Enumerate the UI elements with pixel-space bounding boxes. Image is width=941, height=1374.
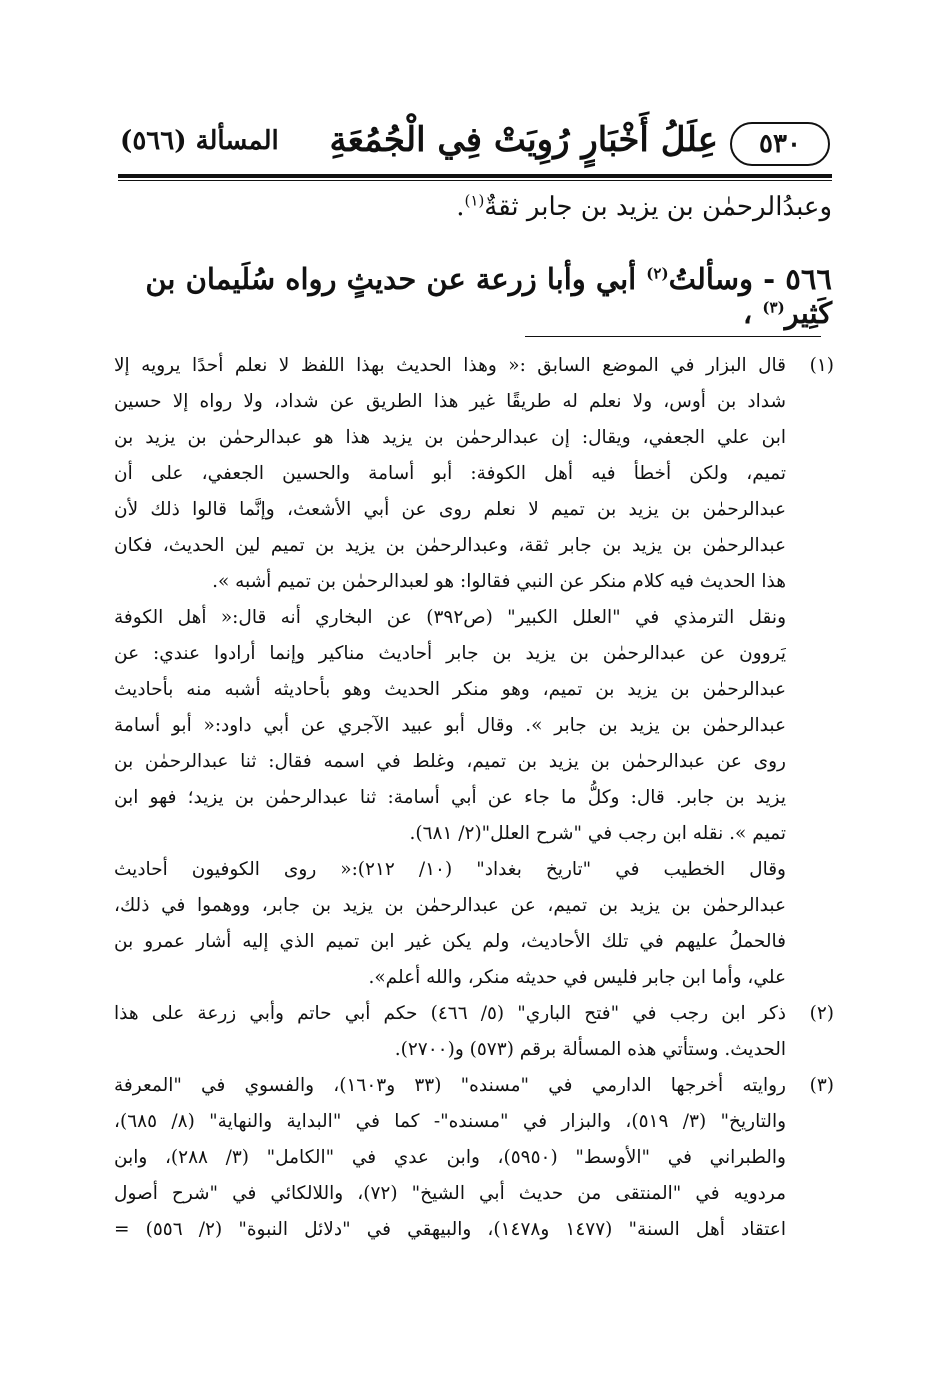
footnote-3	[114, 1068, 834, 1248]
footnote-ref-1: (١)	[464, 191, 485, 210]
footnote-line: الحديث. وستأتي هذه المسألة برقم (٥٧٣) و(٢٧٠٠).	[394, 1039, 786, 1060]
footnote-line: عبدالرحمٰن بن يزيد بن جابر ». وقال أبو عبيد الآجري عن أبي داود:« أبو أسامة	[114, 715, 786, 736]
footnote-line: عبدالرحمٰن بن يزيد بن تميم لا نعلم روى عن أبي الأشعث، وإنَّما قالوا ذلك لأن	[114, 499, 786, 520]
footnote-ref-2: (٢)	[646, 264, 669, 283]
footnote-line: قال البزار في الموضع السابق :« وهذا الحديث بهذا اللفظ لا نعلم أحدًا يرويه إلا	[114, 355, 786, 376]
footnote-line: عبدالرحمٰن بن يزيد بن جابر ثقة، وعبدالرحمٰن بن يزيد بن تميم لين الحديث، فكان	[114, 535, 786, 556]
footnote-line: والتاريخ" (٣/ ٥١٩)، والبزار في "مسنده"- كما في "البداية والنهاية" (٨/ ٦٨٥)،	[114, 1111, 786, 1132]
footnote-line: شداد بن أوس، ولا نعلم له طريقًا غير هذا الطريق عن شداد، ولا رواه إلا حسين	[114, 391, 786, 412]
footnote-body	[114, 1068, 786, 1248]
line1-end: .	[456, 192, 465, 222]
footnote-line: ذكر ابن رجب في "فتح الباري" (٥/ ٤٦٦) حكم أبي حاتم وأبي زرعة على هذا	[114, 1003, 786, 1024]
page-number: ٥٣٠	[730, 122, 830, 166]
heading-part-b: أبي وأبا زرعة عن حديثٍ رواه سُلَيمان بن كَثِير	[145, 262, 832, 330]
header-rule-thick	[118, 174, 832, 178]
footnote-line: مردويه في "المنتقى من حديث أبي الشيخ" (٧٢)، واللالكائي في "شرح أصول	[114, 1183, 786, 1204]
footnote-line: تميم ». نقله ابن رجب في "شرح العلل"(٢/ ٦٨١).	[409, 823, 786, 844]
footnote-line: عبدالرحمٰن بن يزيد بن تميم، عن عبدالرحمٰن بن يزيد بن جابر، ووهموا في ذلك،	[114, 895, 786, 916]
issue-heading-566	[120, 262, 832, 330]
footnote-line: عبدالرحمٰن بن يزيد بن تميم، وهو منكر الحديث وهو بأحاديثه أشبه منه بأحاديث	[114, 679, 786, 700]
heading-part-a: ٥٦٦ - وسألتُ	[668, 262, 832, 296]
footnote-number: (٢)	[809, 1003, 834, 1024]
footnote-line: علي، وأما ابن جابر فليس في حديثه منكر، والله أعلم».	[368, 967, 786, 988]
footnote-line: والطبراني في "الأوسط" (٥٩٥٠)، وابن عدي في "الكامل" (٣/ ٢٨٨)، وابن	[114, 1147, 786, 1168]
footnote-line: روى عن عبدالرحمٰن بن يزيد بن تميم، وغلط في اسمه فقال: ثنا عبدالرحمٰن بن	[114, 751, 786, 772]
footnote-line: تميم، ولكن أخطأ فيه أهل الكوفة: أبو أسامة والحسين الجعفي، على أن	[114, 463, 786, 484]
line1-text: وعبدُالرحمٰن بن يزيد بن جابر ثقةٌ	[484, 192, 832, 222]
footnote-number: (١)	[809, 355, 834, 376]
main-text-line-1	[120, 192, 832, 222]
footnote-body	[114, 348, 786, 996]
issue-label: المسألة (٥٦٦)	[120, 126, 279, 156]
footnote-number: (٣)	[809, 1075, 834, 1096]
footnote-line: ابن علي الجعفي، ويقال: إن عبدالرحمٰن بن يزيد هذا هو عبدالرحمٰن بن يزيد بن	[114, 427, 786, 448]
footnote-line: يَروون عن عبدالرحمٰن بن يزيد بن جابر أحاديث مناكير وإنما أرادوا عندي: عن	[114, 643, 786, 664]
footnote-line: روايته أخرجها الدارمي في "مسنده" (٣٣ و١٦٠٣)، والفسوي في "المعرفة	[114, 1075, 786, 1096]
page-header	[120, 118, 830, 170]
footnote-line: وقال الخطيب في "تاريخ بغداد" (١٠/ ٢١٢):« روى الكوفيون أحاديث	[114, 859, 786, 880]
footnote-line: اعتقاد أهل السنة" (١٤٧٧ و١٤٧٨)، والبيهقي في "دلائل النبوة" (٢/ ٥٥٦) =	[114, 1219, 786, 1240]
footnotes-section	[114, 348, 834, 1248]
footnote-2	[114, 996, 834, 1068]
heading-end: ،	[742, 296, 753, 330]
footnote-1	[114, 348, 834, 996]
running-book-title: عِلَلُ أَخْبَارٍ رُوِيَتْ فِي الْجُمُعَةِ	[329, 120, 718, 160]
footnote-line: يزيد بن جابر. قال: وكلُّ ما جاء عن أبي أسامة: ثنا عبدالرحمٰن بن يزيد؛ فهو ابن	[114, 787, 786, 808]
footnote-separator	[525, 336, 821, 337]
footnote-line: فالحملُ عليهم في تلك الأحاديث، ولم يكن غير ابن تميم الذي إليه أشار عمرو بن	[114, 931, 786, 952]
footnote-ref-3: (٣)	[762, 298, 785, 317]
header-rule-thin	[118, 180, 832, 181]
footnote-line: ونقل الترمذي في "العلل الكبير" (ص٣٩٢) عن البخاري أنه قال:« أهل الكوفة	[114, 607, 786, 628]
footnote-line: هذا الحديث فيه كلام منكر عن النبي فقالوا: هو لعبدالرحمٰن بن تميم أشبه ».	[212, 571, 786, 592]
footnote-body	[114, 996, 786, 1068]
